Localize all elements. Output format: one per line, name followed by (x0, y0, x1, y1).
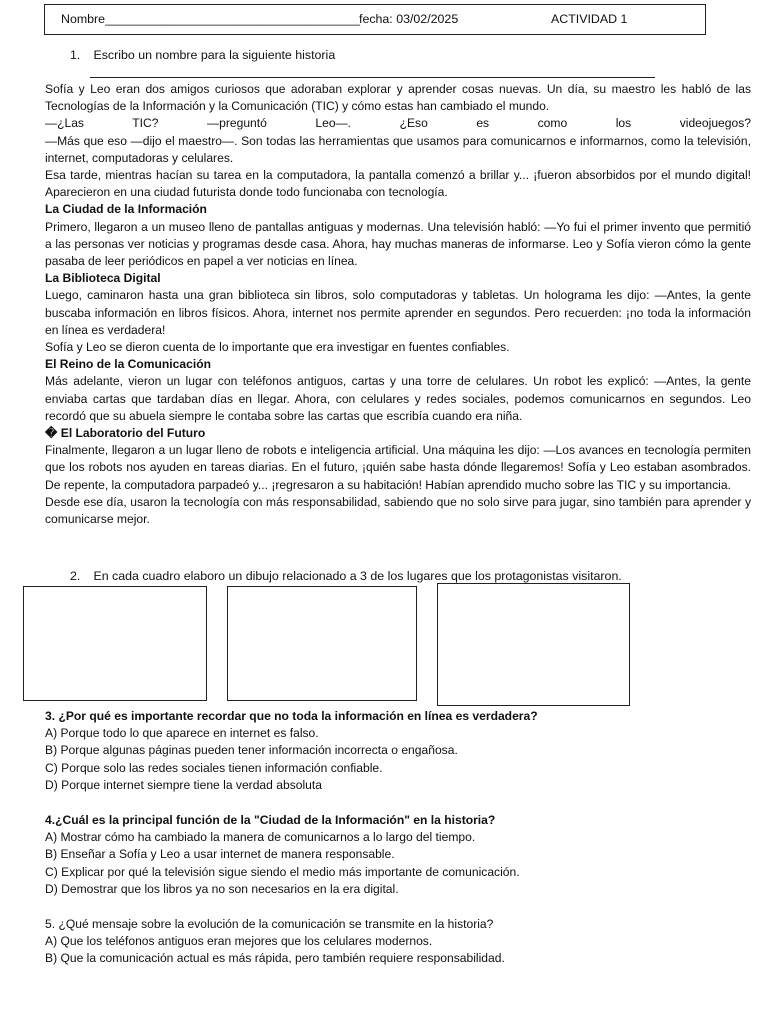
header-box (44, 4, 706, 35)
question-1 (70, 48, 335, 62)
section-laboratorio-paragraph-1: Finalmente, llegaron a un lugar lleno de robots e inteligencia artificial. Una máquina les dijo: —Los avances en tecnología permiten que los robots nos ayuden en tareas diarias. En el futuro, ¡quién sabe hasta dónde llegaremos! Sofía y Leo estaban asombrados. De repente, la computadora parpadeó y... ¡regresaron a su habitación! Habían aprendido mucho sobre las TIC y su importancia. (45, 443, 751, 492)
story-intro-3: —Más que eso —dijo el maestro—. Son todas las herramientas que usamos para comunicarnos e informarnos, como la televisión, internet, computadoras y celulares. (45, 133, 751, 165)
question-5-option-a[interactable]: A) Que los teléfonos antiguos eran mejores que los celulares modernos. (45, 934, 433, 949)
date-label: fecha: 03/02/2025 (359, 12, 459, 26)
section-ciudad-paragraph: Primero, llegaron a un museo lleno de pantallas antiguas y modernas. Una televisión habló: —Yo fui el primer invento que permitió a las personas ver noticias y programas desde casa. Ahora, hay muchas maneras de informarse. Leo y Sofía vieron cómo la gente pasaba de leer periódicos en papel a ver noticias en línea. (45, 219, 751, 269)
drawing-box-1[interactable] (23, 586, 207, 701)
question-3-option-b[interactable]: B) Porque algunas páginas pueden tener información incorrecta o engañosa. (45, 743, 458, 758)
drawing-box-3[interactable] (437, 583, 630, 706)
name-field[interactable]: Nombre_____________________________________ (61, 12, 361, 26)
question-5 (45, 916, 505, 968)
section-heading-biblioteca: La Biblioteca Digital (45, 271, 161, 286)
section-biblioteca-paragraph-1: Luego, caminaron hasta una gran biblioteca sin libros, solo computadoras y tabletas. Un holograma les dijo: —Antes, la gente buscaba información en libros físicos. Ahora, internet nos permite aprender en segundos. Pero recuerden: ¡no toda la información en línea es verdadera! (45, 288, 751, 337)
question-4-option-c[interactable]: C) Explicar por qué la televisión sigue siendo el medio más importante de comunicación. (45, 864, 520, 879)
question-3-option-c[interactable]: C) Porque solo las redes sociales tienen información confiable. (45, 760, 383, 775)
question-4 (45, 812, 520, 898)
question-4-option-b[interactable]: B) Enseñar a Sofía y Leo a usar internet de manera responsable. (45, 847, 395, 862)
question-4-text: 4.¿Cuál es la principal función de la "Ciudad de la Información" en la historia? (45, 813, 496, 827)
question-4-option-d[interactable]: D) Demostrar que los libros ya no son necesarios en la era digital. (45, 881, 399, 896)
question-2 (70, 569, 622, 583)
question-3-option-a[interactable]: A) Porque todo lo que aparece en internet es falso. (45, 726, 319, 741)
section-reino-paragraph: Más adelante, vieron un lugar con teléfonos antiguos, cartas y una torre de celulares. Un robot les explicó: —Antes, la gente enviaba cartas que tardaban días en llegar. Ahora, con celulares y redes sociales, podemos comunicarnos en segundos. Leo recordó que su abuela siempre le contaba sobre las cartas que escribía cuando era niña. (45, 374, 751, 423)
title-answer-line[interactable] (90, 77, 655, 78)
question-3-text: 3. ¿Por qué es importante recordar que no toda la información en línea es verdadera? (45, 709, 538, 723)
story-intro-4: Esa tarde, mientras hacían su tarea en la computadora, la pantalla comenzó a brillar y... ¡fueron absorbidos por el mundo digital! Aparecieron en una ciudad futurista donde todo funcionaba con tecnología. (45, 168, 751, 200)
section-heading-reino: El Reino de la Comunicación (45, 357, 211, 372)
story-intro-1: Sofía y Leo eran dos amigos curiosos que adoraban explorar y aprender cosas nuevas. Un día, su maestro les habló de las Tecnologías de la Información y la Comunicación (TIC) y cómo estas han cambiado el mundo. (45, 82, 751, 114)
section-heading-laboratorio: � El Laboratorio del Futuro (45, 426, 206, 441)
drawing-box-2[interactable] (227, 586, 417, 701)
question-3 (45, 708, 538, 794)
question-2-number: 2. (70, 569, 81, 583)
activity-label: ACTIVIDAD 1 (551, 12, 628, 26)
story (45, 81, 751, 528)
question-4-option-a[interactable]: A) Mostrar cómo ha cambiado la manera de comunicarnos a lo largo del tiempo. (45, 830, 476, 845)
question-5-option-b[interactable]: B) Que la comunicación actual es más rápida, pero también requiere responsabilidad. (45, 951, 505, 966)
question-1-text: Escribo un nombre para la siguiente historia (93, 48, 336, 62)
section-biblioteca-paragraph-2: Sofía y Leo se dieron cuenta de lo importante que era investigar en fuentes confiables. (45, 340, 510, 355)
question-5-text: 5. ¿Qué mensaje sobre la evolución de la comunicación se transmite en la historia? (45, 917, 494, 931)
section-heading-ciudad: La Ciudad de la Información (45, 202, 207, 217)
story-intro-2: —¿Las TIC? —preguntó Leo—. ¿Eso es como los videojuegos? (45, 116, 751, 131)
question-2-text: En cada cuadro elaboro un dibujo relacionado a 3 de los lugares que los protagonistas visitaron. (93, 569, 622, 583)
section-laboratorio-paragraph-2: Desde ese día, usaron la tecnología con más responsabilidad, sabiendo que no solo sirve para jugar, sino también para aprender y comunicarse mejor. (45, 494, 751, 527)
question-3-option-d[interactable]: D) Porque internet siempre tiene la verdad absoluta (45, 777, 322, 792)
question-1-number: 1. (70, 48, 81, 62)
